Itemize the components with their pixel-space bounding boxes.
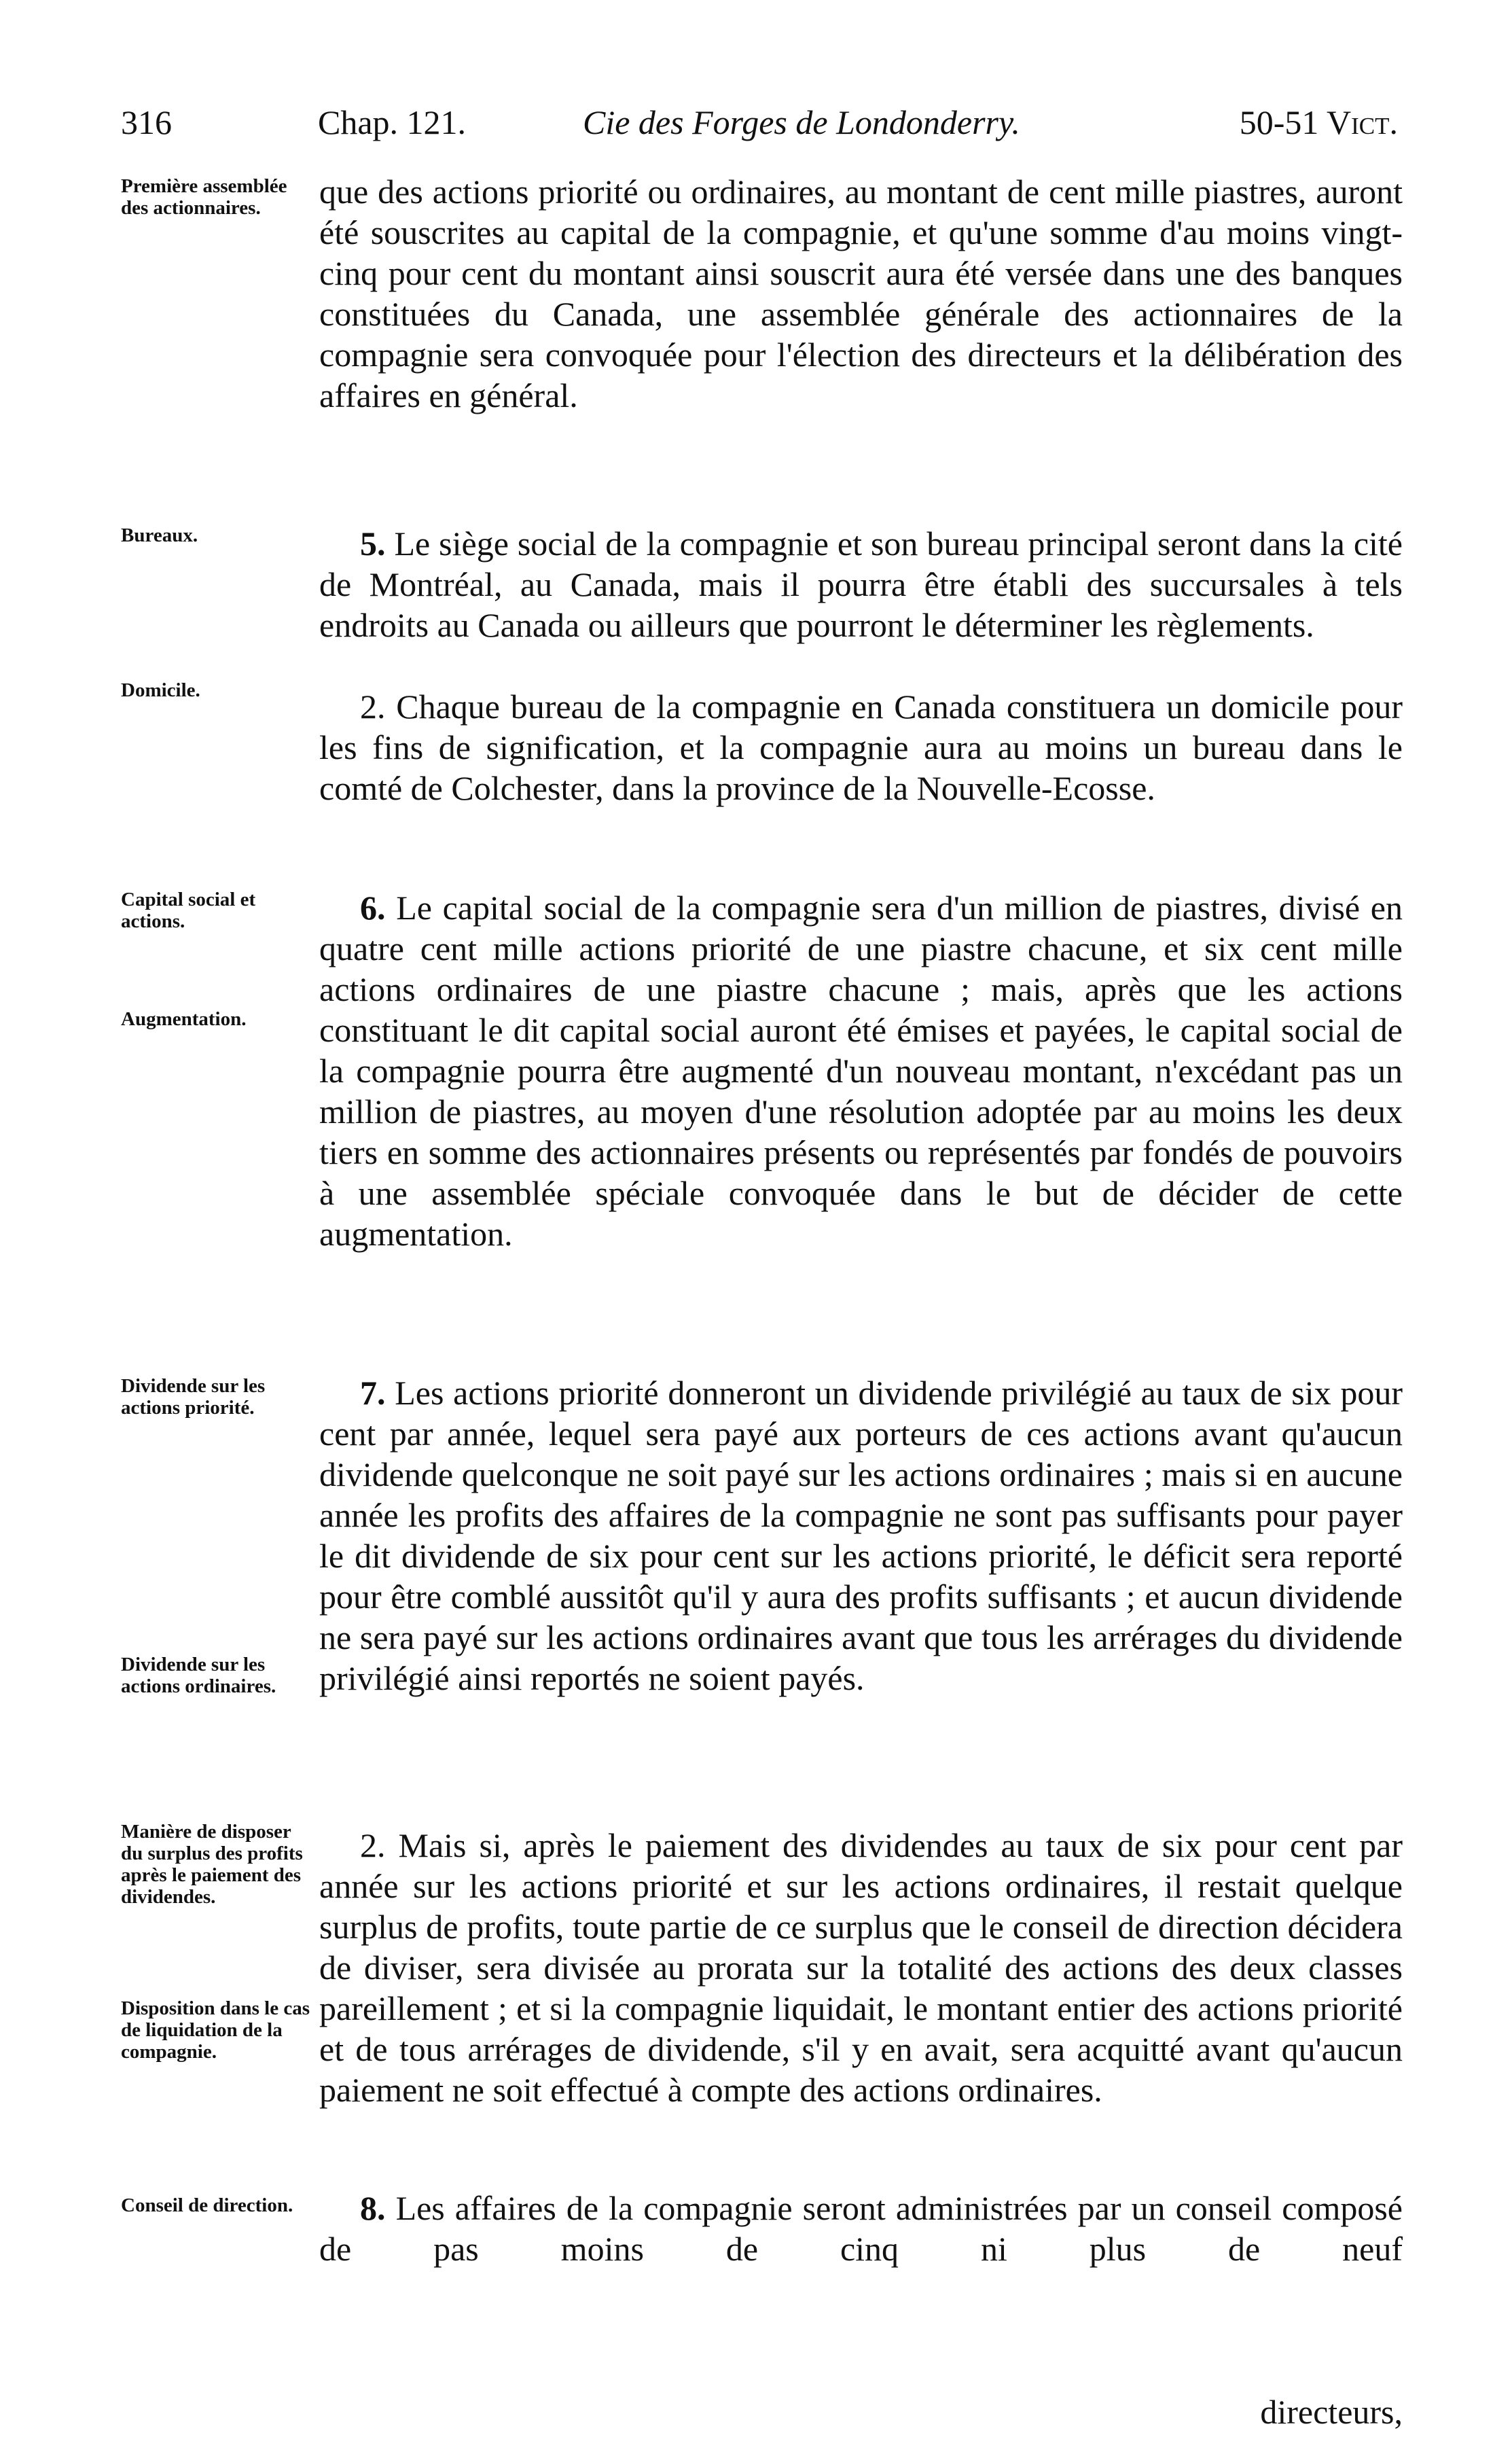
margin-note-premiere-assemblee: Première assemblée des actionnaires. (121, 175, 287, 219)
margin-note-dividende-priorite: Dividende sur les actions priorité. (121, 1375, 266, 1419)
margin-note-capital-social: Capital social et actions. (121, 889, 256, 932)
running-header (121, 95, 1398, 149)
catchword: directeurs, (1260, 2393, 1403, 2431)
section-5 (319, 523, 1403, 645)
margin-note-domicile: Domicile. (121, 679, 200, 701)
subsection-number: 2. (360, 1826, 386, 1864)
section-7 (319, 1372, 1403, 1699)
page-number: 316 (121, 103, 172, 141)
session-label: 50-51 Vict. (1239, 103, 1398, 141)
paragraph-text: que des actions priorité ou ordinaires, au montant de cent mille piastres, auront été souscrites au capital de la compagnie, et qu'une somme d'au moins vingt-cinq pour cent du montant ainsi souscrit aura été versée dans une des banques constituées du Canada, une assemblée générale des actionnaires de la compagnie sera convoquée pour l'élection des directeurs et la délibération des affaires en général. (319, 173, 1403, 414)
paragraph-text: Les affaires de la compagnie seront administrées par un conseil composé de pas moins de cinq ni plus de neuf (319, 2189, 1403, 2268)
subsection-number: 2. (360, 688, 386, 726)
section-7-subsection-2 (319, 1825, 1403, 2110)
section-number: 7. (360, 1374, 386, 1412)
paragraph-text: Chaque bureau de la compagnie en Canada constituera un domicile pour les fins de signification, et la compagnie aura au moins un bureau dans le comté de Colchester, dans la province de la Nouvelle-Ecosse. (319, 688, 1403, 807)
margin-note-bureaux: Bureaux. (121, 524, 198, 546)
section-number: 6. (360, 889, 386, 927)
paragraph-continuation (319, 171, 1403, 416)
margin-note-liquidation: Disposition dans le cas de liquidation de la compagnie. (121, 1997, 310, 2063)
paragraph-text: Les actions priorité donneront un dividende privilégié au taux de six pour cent par année, lequel sera payé aux porteurs de ces actions avant qu'aucun dividende quelconque ne soit payé sur les actions ordinaires ; mais si en aucune année les profits des affaires de la compagnie ne sont pas suffisants pour payer le dit dividende de six pour cent sur les actions priorité, le déficit sera reporté pour être comblé aussitôt qu'il y aura des profits suffisants ; et aucun dividende ne sera payé sur les actions ordinaires avant que tous les arrérages du dividende privilégié ainsi reportés ne soient payés. (319, 1374, 1403, 1697)
section-6 (319, 887, 1403, 1254)
section-5-subsection-2 (319, 686, 1403, 808)
margin-note-augmentation: Augmentation. (121, 1008, 247, 1030)
section-number: 8. (360, 2189, 386, 2227)
running-title: Cie des Forges de Londonderry. (583, 103, 1020, 141)
section-number: 5. (360, 524, 386, 563)
section-8 (319, 2188, 1403, 2269)
chapter-label: Chap. 121. (318, 103, 467, 141)
margin-note-surplus-profits: Manière de disposer du surplus des profits après le paiement des dividendes. (121, 1821, 303, 1908)
margin-note-dividende-ordinaires: Dividende sur les actions ordinaires. (121, 1654, 276, 1697)
paragraph-text: Le capital social de la compagnie sera d'un million de piastres, divisé en quatre cent mille actions priorité de une piastre chacune, et six cent mille actions ordinaires de une piastre chacune ; mais, après que les actions constituant le dit capital social auront été émises et payées, le capital social de la compagnie pourra être augmenté d'un nouveau montant, n'excédant pas un million de piastres, au moyen d'une résolution adoptée par au moins les deux tiers en somme des actionnaires présents ou représentés par fondés de pouvoirs à une assemblée spéciale convoquée dans le but de décider de cette augmentation. (319, 889, 1403, 1253)
margin-note-conseil-direction: Conseil de direction. (121, 2194, 293, 2216)
paragraph-text: Mais si, après le paiement des dividendes au taux de six pour cent par année sur les actions priorité et sur les actions ordinaires, il restait quelque surplus de profits, toute partie de ce surplus que le conseil de direction décidera de diviser, sera divisée au prorata sur la totalité des actions des deux classes pareillement ; et si la compagnie liquidait, le montant entier des actions priorité et de tous arrérages de dividende, s'il y en avait, sera acquitté avant qu'aucun paiement ne soit effectué à compte des actions ordinaires. (319, 1826, 1403, 2109)
paragraph-text: Le siège social de la compagnie et son bureau principal seront dans la cité de Montréal, au Canada, mais il pourra être établi des succursales à tels endroits au Canada ou ailleurs que pourront le déterminer les règlements. (319, 524, 1403, 644)
